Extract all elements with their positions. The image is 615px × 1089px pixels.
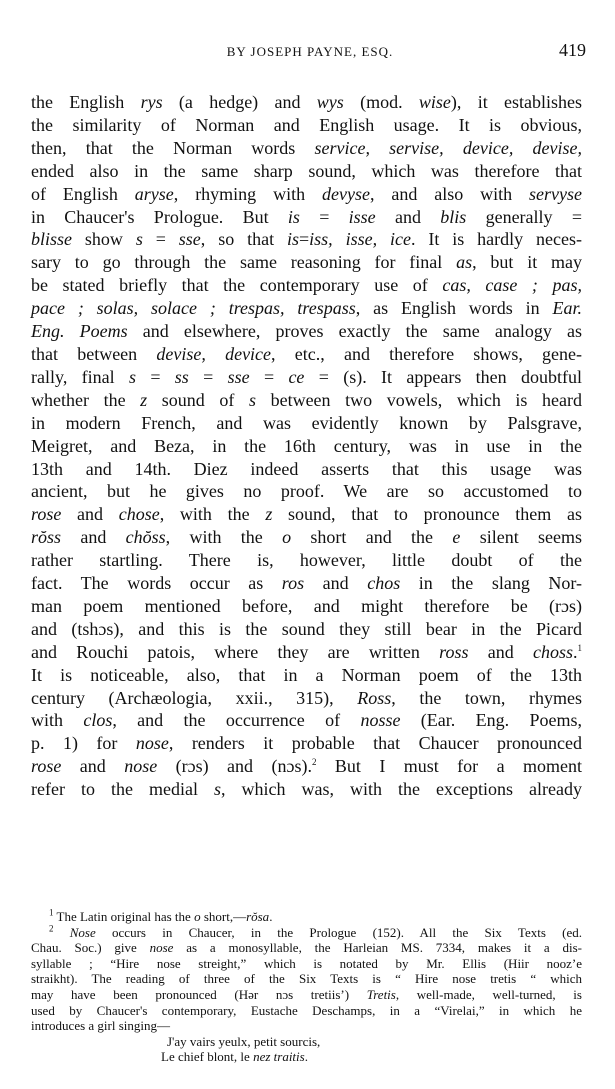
footnote-line: introduces a girl singing— xyxy=(31,1018,171,1034)
footnote-line: used by Chaucer's contemporary, Eustache Deschamps, in a “Virelai,” in which he xyxy=(31,1002,582,1018)
page-number: 419 xyxy=(559,40,586,60)
text-line: rŏss and chŏss, with the o short and the e silent seems xyxy=(31,527,582,548)
text-line: of English aryse, rhyming with devyse, and also with servyse xyxy=(31,183,582,204)
text-line: refer to the medial s, which was, with the exceptions already xyxy=(31,779,582,800)
text-line: p. 1) for nose, renders it probable that Chaucer pronounced xyxy=(31,733,582,754)
running-head: BY JOSEPH PAYNE, ESQ. xyxy=(226,44,394,59)
main-text xyxy=(31,91,582,801)
text-line: It is noticeable, also, that in a Norman poem of the 13th xyxy=(31,664,582,685)
text-line: man poem mentioned before, and might therefore be (rɔs) xyxy=(31,595,582,616)
text-line: fact. The words occur as ros and chos in the slang Nor- xyxy=(31,573,582,594)
footnote-line: $^1$ The Latin original has the o short,—rŏsa. xyxy=(49,907,273,924)
text-line: the English rys (a hedge) and wys (mod. wise), it establishes xyxy=(31,92,582,112)
text-line: and Rouchi patois, where they are written ross and choss.$^1$ xyxy=(31,641,582,662)
text-line: rose and chose, with the z sound, that to pronounce them as xyxy=(31,504,582,525)
page-header xyxy=(30,40,590,64)
text-line: with clos, and the occurrence of nosse (Ear. Eng. Poems, xyxy=(31,710,582,731)
text-line: Meigret, and Beza, in the 16th century, was in use in the xyxy=(31,435,582,456)
footnote-line: may have been pronounced (Hər nɔs tretiis’) Tretis, well-made, well-turned, is xyxy=(31,986,582,1002)
text-line: 13th and 14th. Diez indeed asserts that this usage was xyxy=(31,458,582,479)
text-line: rose and nose (rɔs) and (nɔs).$^2$ But I must for a moment xyxy=(31,756,583,777)
footnote-line: Chau. Soc.) give nose as a monosyllable, the Harleian MS. 7334, makes it a dis- xyxy=(31,940,583,956)
text-line: ancient, but he gives no proof. We are so accustomed to xyxy=(31,481,582,502)
text-line: in Chaucer's Prologue. But is = isse and blis generally = xyxy=(31,206,582,227)
verse-line: J'ay vairs yeulx, petit sourcis, xyxy=(167,1033,321,1049)
footnotes xyxy=(31,909,582,1065)
text-line: in modern French, and was evidently known by Palsgrave, xyxy=(31,412,582,433)
text-line: that between devise, device, etc., and therefore shows, gene- xyxy=(31,343,583,364)
text-line: the similarity of Norman and English usage. It is obvious, xyxy=(31,114,582,135)
text-line: sary to go through the same reasoning for final as, but it may xyxy=(31,252,582,273)
verse-line: Le chief blont, le nez traitis. xyxy=(161,1049,308,1065)
verse-quotation xyxy=(31,1034,582,1065)
footnote-line: straikht). The reading of three of the Six Texts is “ Hire nose tretis “ which xyxy=(31,971,582,987)
footnote-line: $^2$ Nose occurs in Chaucer, in the Prologue (152). All the Six Texts (ed. xyxy=(49,923,582,940)
text-line: pace ; solas, solace ; trespas, trespass, as English words in Ear. xyxy=(31,298,583,319)
text-line: and (tshɔs), and this is the sound they still bear in the Picard xyxy=(31,618,582,639)
text-line: century (Archæologia, xxii., 315), Ross, the town, rhymes xyxy=(31,687,582,708)
text-line: rally, final s = ss = sse = ce = (s). It appears then doubtful xyxy=(31,366,582,387)
text-line: whether the z sound of s between two vowels, which is heard xyxy=(31,389,582,410)
footnote-line: syllable ; “Hire nose streight,” which is notated by Mr. Ellis (Hiir nooz’e xyxy=(31,955,582,971)
text-line: ended also in the same sharp sound, which was therefore that xyxy=(31,160,582,181)
text-line: then, that the Norman words service, servise, device, devise, xyxy=(31,137,583,158)
text-line: rather startling. There is, however, little doubt of the xyxy=(31,550,582,571)
text-line: Eng. Poems and elsewhere, proves exactly the same analogy as xyxy=(31,321,583,342)
text-line: blisse show s = sse, so that is=iss, isse, ice. It is hardly neces- xyxy=(31,229,583,250)
footnote-block xyxy=(31,909,582,1034)
text-line: be stated briefly that the contemporary use of cas, case ; pas, xyxy=(31,275,582,296)
